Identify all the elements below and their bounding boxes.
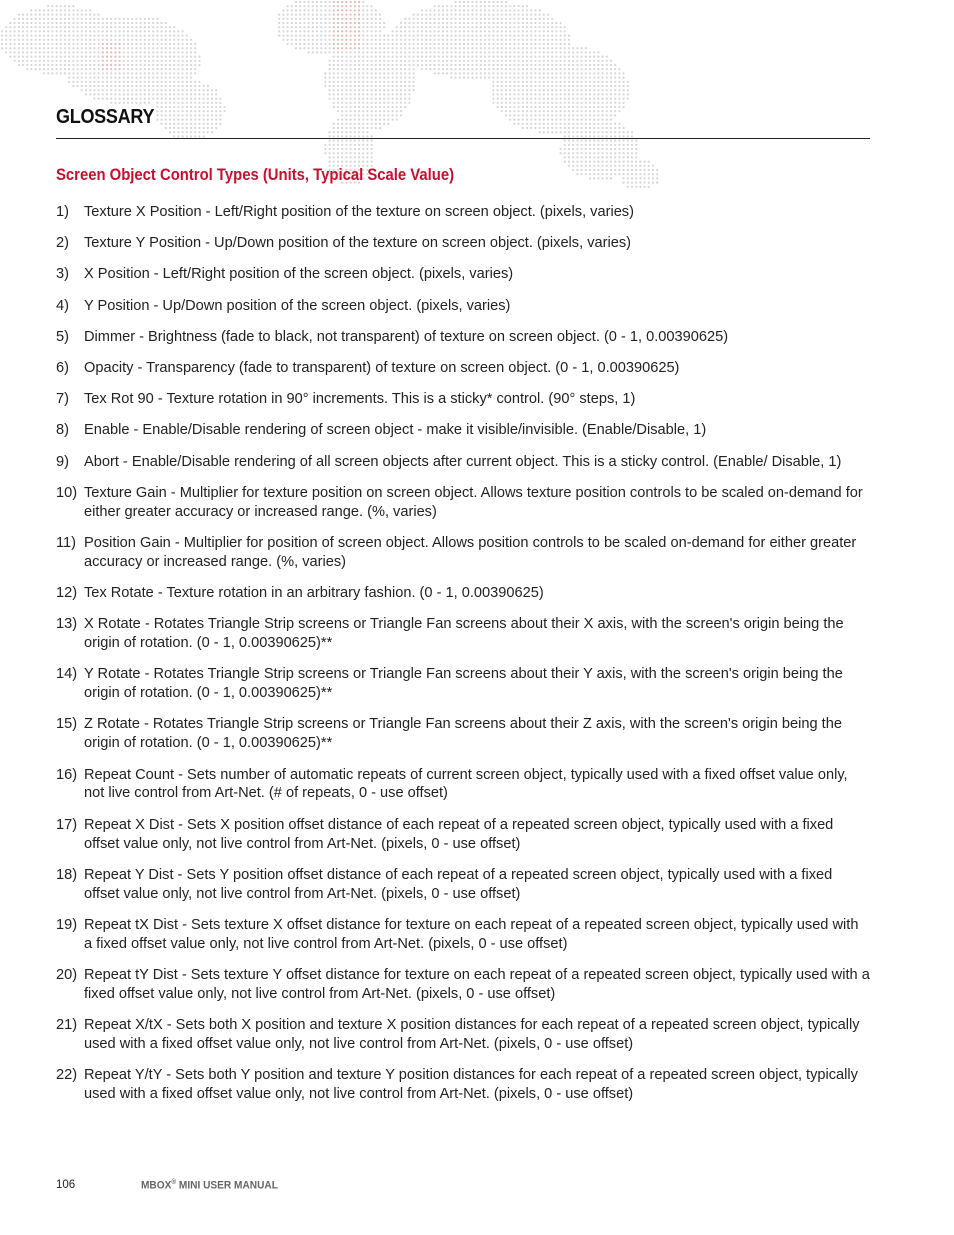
item-text: Enable - Enable/Disable rendering of screen object - make it visible/invisible. (Enable/Disable, 1)	[84, 422, 707, 439]
list-item	[56, 297, 870, 316]
item-text: Repeat X/tX - Sets both X position and texture X position distances for each repeat of a repeated screen object, typically used with a fixed offset value only, not live control from Art-Net. (pixels, 0 - use offset)	[84, 1017, 860, 1053]
item-number: 18)	[56, 866, 78, 883]
item-number: 9)	[56, 453, 69, 470]
list-item	[56, 234, 870, 253]
list-item	[56, 359, 870, 378]
item-text: Y Rotate - Rotates Triangle Strip screens or Triangle Fan screens about their Y axis, with the screen's origin being the origin of rotation. (0 - 1, 0.00390625)**	[84, 666, 843, 702]
item-text: Opacity - Transparency (fade to transparent) of texture on screen object. (0 - 1, 0.00390625)	[84, 360, 680, 377]
item-text: Repeat Y/tY - Sets both Y position and texture Y position distances for each repeat of a repeated screen object, typically used with a fixed offset value only, not live control from Art-Net. (pixels, 0 - use offset)	[84, 1067, 858, 1103]
list-item	[56, 1066, 870, 1104]
item-text: Repeat X Dist - Sets X position offset distance of each repeat of a repeated screen object, typically used with a fixed offset value only, not live control from Art-Net. (pixels, 0 - use offset)	[84, 816, 834, 852]
item-number: 19)	[56, 916, 78, 933]
list-item	[56, 966, 870, 1004]
item-number: 20)	[56, 967, 78, 984]
list-item	[56, 328, 870, 347]
item-text: X Rotate - Rotates Triangle Strip screens or Triangle Fan screens about their X axis, with the screen's origin being the origin of rotation. (0 - 1, 0.00390625)**	[84, 616, 844, 652]
item-text: Dimmer - Brightness (fade to black, not transparent) of texture on screen object. (0 - 1, 0.00390625)	[84, 328, 729, 345]
item-text: Repeat tY Dist - Sets texture Y offset distance for texture on each repeat of a repeated screen object, typically used with a fixed offset value only, not live control from Art-Net. (pixels, 0 - use offset)	[84, 967, 870, 1002]
list-item	[56, 203, 870, 222]
registered-mark: ®	[171, 1179, 177, 1186]
item-number: 22)	[56, 1067, 78, 1084]
page-title: GLOSSARY	[56, 106, 155, 128]
list-item	[56, 584, 870, 603]
item-number: 17)	[56, 816, 78, 833]
list-item	[56, 816, 870, 854]
item-number: 12)	[56, 585, 78, 602]
list-item	[56, 534, 870, 572]
item-number: 21)	[56, 1017, 78, 1034]
list-item	[56, 453, 870, 472]
item-text: Repeat tX Dist - Sets texture X offset distance for texture on each repeat of a repeated screen object, typically used with a fixed offset value only, not live control from Art-Net. (pixels, 0 - use offset)	[84, 916, 859, 952]
item-text: Repeat Y Dist - Sets Y position offset distance of each repeat of a repeated screen object, typically used with a fixed offset value only, not live control from Art-Net. (pixels, 0 - use offset)	[84, 866, 833, 902]
glossary-list	[56, 203, 870, 1116]
item-number: 14)	[56, 666, 78, 683]
title-divider	[56, 138, 870, 139]
item-number: 15)	[56, 716, 78, 733]
item-number: 1)	[56, 204, 69, 220]
list-item	[56, 866, 870, 904]
item-text: Position Gain - Multiplier for position of screen object. Allows position controls to be scaled on-demand for either greater accuracy or increased range. (%, varies)	[84, 534, 857, 570]
item-text: X Position - Left/Right position of the screen object. (pixels, varies)	[84, 266, 514, 283]
item-number: 2)	[56, 235, 69, 252]
list-item	[56, 665, 870, 703]
item-text: Y Position - Up/Down position of the screen object. (pixels, varies)	[84, 297, 511, 314]
item-text: Tex Rot 90 - Texture rotation in 90° increments. This is a sticky* control. (90° steps, 1)	[84, 391, 636, 408]
document-name-suffix: MINI USER MANUAL	[176, 1179, 278, 1192]
section-heading: Screen Object Control Types (Units, Typical Scale Value)	[56, 166, 455, 184]
item-number: 4)	[56, 297, 69, 314]
item-number: 16)	[56, 766, 78, 783]
item-text: Abort - Enable/Disable rendering of all screen objects after current object. This is a sticky control. (Enable/ Disable, 1)	[84, 453, 842, 470]
item-text: Texture Y Position - Up/Down position of the texture on screen object. (pixels, varies)	[84, 235, 631, 252]
item-number: 8)	[56, 422, 69, 439]
item-number: 7)	[56, 391, 69, 408]
item-text: Repeat Count - Sets number of automatic repeats of current screen object, typically used with a fixed offset value only, not live control from Art-Net. (# of repeats, 0 - use offset)	[84, 766, 848, 802]
item-text: Texture Gain - Multiplier for texture position on screen object. Allows texture position controls to be scaled on-demand for either greater accuracy or increased range. (%, varies)	[84, 484, 863, 520]
list-item	[56, 916, 870, 954]
item-text: Texture X Position - Left/Right position of the texture on screen object. (pixels, varies)	[84, 204, 634, 220]
list-item	[56, 766, 870, 804]
document-name	[141, 1179, 278, 1192]
item-number: 13)	[56, 616, 78, 633]
item-number: 10)	[56, 484, 78, 501]
item-number: 11)	[56, 534, 77, 551]
item-number: 3)	[56, 266, 69, 283]
document-name-text: MBOX	[141, 1179, 172, 1192]
list-item	[56, 484, 870, 522]
item-text: Tex Rotate - Texture rotation in an arbitrary fashion. (0 - 1, 0.00390625)	[84, 585, 544, 602]
list-item	[56, 1016, 870, 1054]
item-text: Z Rotate - Rotates Triangle Strip screens or Triangle Fan screens about their Z axis, with the screen's origin being the origin of rotation. (0 - 1, 0.00390625)**	[84, 716, 842, 752]
page-number: 106	[56, 1179, 76, 1191]
item-number: 6)	[56, 360, 69, 377]
list-item	[56, 421, 870, 440]
list-item	[56, 265, 870, 284]
item-number: 5)	[56, 328, 69, 345]
list-item	[56, 715, 870, 753]
list-item	[56, 390, 870, 409]
list-item	[56, 615, 870, 653]
